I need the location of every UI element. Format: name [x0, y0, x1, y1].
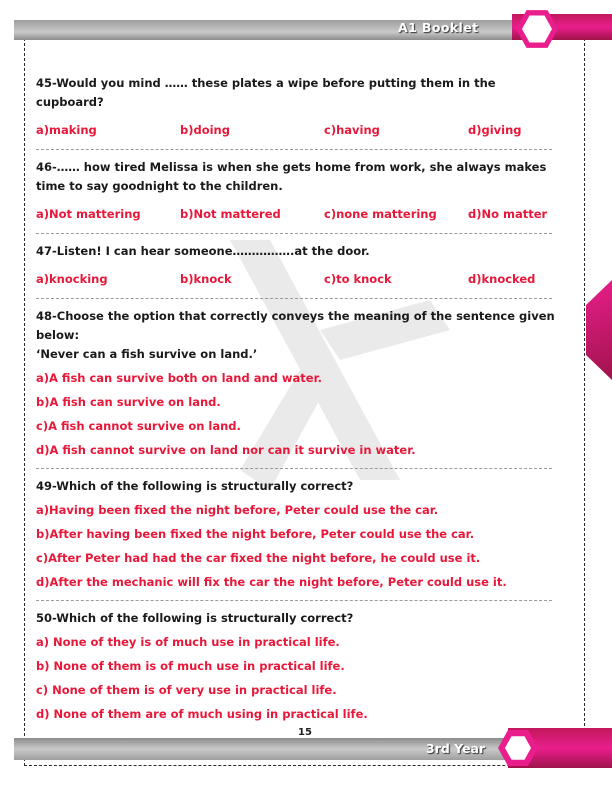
- options-row: [36, 270, 556, 289]
- question-text: Which of the following is structurally correct?: [56, 611, 354, 625]
- options-row: [36, 121, 556, 140]
- option-b[interactable]: b)knock: [180, 272, 232, 286]
- options-list: [36, 633, 556, 724]
- question-number: 50-: [36, 611, 57, 625]
- option-a[interactable]: a)A fish can survive both on land and water.: [36, 371, 322, 385]
- question-text: Choose the option that correctly conveys the meaning of the sentence given below:: [36, 309, 555, 342]
- year-label: 3rd Year: [426, 741, 486, 756]
- question-text: Which of the following is structurally correct?: [56, 479, 354, 493]
- question-50: [36, 609, 556, 724]
- options-list: [36, 501, 556, 592]
- option-c[interactable]: c)to knock: [324, 272, 392, 286]
- option-a[interactable]: a)making: [36, 123, 97, 137]
- question-49: [36, 477, 556, 592]
- question-text: …… how tired Melissa is when she gets home from work, she always makes time to say goodnight to the children.: [36, 160, 547, 193]
- question-quote: ‘Never can a fish survive on land.’: [36, 347, 258, 361]
- option-d[interactable]: d)knocked: [468, 272, 536, 286]
- option-c[interactable]: c)none mattering: [324, 207, 437, 221]
- side-pink-accent: [586, 280, 612, 380]
- option-c[interactable]: c)After Peter had had the car fixed the night before, he could use it.: [36, 551, 481, 565]
- option-a[interactable]: a)Having been fixed the night before, Peter could use the car.: [36, 503, 439, 517]
- option-b[interactable]: b) None of them is of much use in practical life.: [36, 659, 345, 673]
- options-row: [36, 205, 556, 224]
- question-list: [36, 74, 556, 732]
- divider: [36, 298, 552, 299]
- option-a[interactable]: a) None of they is of much use in practical life.: [36, 635, 340, 649]
- option-c[interactable]: c) None of them is of very use in practical life.: [36, 683, 337, 697]
- question-number: 49-: [36, 479, 57, 493]
- option-b[interactable]: b)A fish can survive on land.: [36, 395, 221, 409]
- question-text: Listen! I can hear someone…………….at the door.: [56, 244, 370, 258]
- question-47: [36, 242, 556, 289]
- option-b[interactable]: b)After having been fixed the night before, Peter could use the car.: [36, 527, 475, 541]
- question-45: [36, 74, 556, 140]
- option-d[interactable]: d)giving: [468, 123, 522, 137]
- question-number: 48-: [36, 309, 57, 323]
- divider: [36, 468, 552, 469]
- option-c[interactable]: c)A fish cannot survive on land.: [36, 419, 241, 433]
- option-b[interactable]: b)Not mattered: [180, 207, 281, 221]
- option-d[interactable]: d) None of them are of much using in practical life.: [36, 707, 368, 721]
- divider: [36, 149, 552, 150]
- question-46: [36, 158, 556, 224]
- page-number: 15: [298, 727, 312, 738]
- option-d[interactable]: d)No matter: [468, 207, 548, 221]
- option-d[interactable]: d)After the mechanic will fix the car the night before, Peter could use it.: [36, 575, 507, 589]
- option-a[interactable]: a)Not mattering: [36, 207, 141, 221]
- option-d[interactable]: d)A fish cannot survive on land nor can it survive in water.: [36, 443, 416, 457]
- option-b[interactable]: b)doing: [180, 123, 230, 137]
- booklet-label: A1 Booklet: [398, 20, 479, 35]
- question-text: Would you mind …… these plates a wipe before putting them in the cupboard?: [36, 76, 496, 109]
- divider: [36, 233, 552, 234]
- question-number: 47-: [36, 244, 57, 258]
- option-a[interactable]: a)knocking: [36, 272, 108, 286]
- options-list: [36, 369, 556, 460]
- question-48: [36, 307, 556, 460]
- question-number: 46-: [36, 160, 57, 174]
- divider: [36, 600, 552, 601]
- option-c[interactable]: c)having: [324, 123, 380, 137]
- question-number: 45-: [36, 76, 57, 90]
